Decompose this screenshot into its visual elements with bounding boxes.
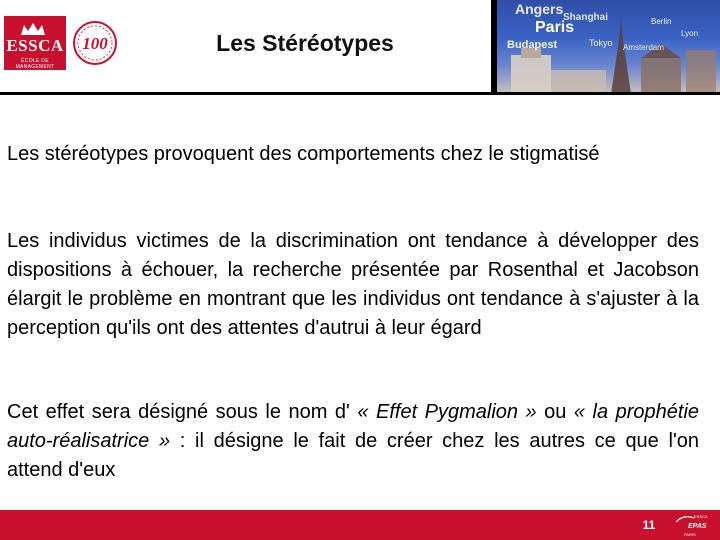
epas-logo bbox=[670, 512, 718, 538]
banner-word-amsterdam: Amsterdam bbox=[623, 43, 664, 52]
paragraph-2-text: Les individus victimes de la discrimination ont tendance à développer des dispositions à échouer, la recherche présentée par Rosenthal et Jacobson élargit le problème en montrant que les individus ont tendance à s'ajuster à la perception qu'ils ont des attentes d'autrui à leur égard bbox=[7, 230, 699, 339]
epas-bottom-text: PARIS bbox=[684, 532, 696, 537]
epas-top-text: ESSCA bbox=[694, 514, 708, 519]
banner-collage bbox=[491, 0, 720, 94]
essca-logo-tagline: ÉCOLE DE MANAGEMENT bbox=[15, 58, 55, 70]
paragraph-3-part2: ou bbox=[536, 401, 574, 423]
banner-word-lyon: Lyon bbox=[681, 29, 699, 38]
city-banner-image bbox=[491, 0, 720, 94]
paragraph-stigmatized bbox=[7, 140, 699, 169]
slide-header bbox=[0, 0, 720, 94]
banner-word-tokyo: Tokyo bbox=[589, 38, 613, 48]
pygmalion-effect-term: « Effet Pygmalion » bbox=[357, 401, 537, 423]
page-title: Les Stéréotypes bbox=[216, 30, 394, 56]
paragraph-3-part1: Cet effet sera désigné sous le nom d' bbox=[7, 401, 358, 423]
paragraph-1-text: Les stéréotypes provoquent des comportements chez le stigmatisé bbox=[7, 143, 600, 165]
banner-word-angers: Angers bbox=[515, 1, 564, 17]
header-divider bbox=[0, 92, 720, 95]
slide-footer bbox=[0, 510, 720, 540]
crest-icon bbox=[18, 21, 48, 37]
self-fulfilling-prophecy-term: « la prophétie auto-réalisatrice » bbox=[7, 401, 700, 452]
paragraph-pygmalion-effect bbox=[7, 398, 699, 485]
paragraph-3-part3: : il désigne le fait de créer chez les autres ce que l'on attend d'eux bbox=[7, 430, 700, 481]
paragraph-rosenthal-jacobson bbox=[7, 227, 699, 343]
anniversary-100-logo bbox=[72, 20, 118, 66]
banner-word-budapest: Budapest bbox=[507, 39, 558, 51]
anniversary-number: 100 bbox=[82, 34, 108, 53]
page-number: 11 bbox=[642, 518, 656, 532]
banner-word-shanghai: Shanghai bbox=[563, 12, 609, 23]
essca-logo bbox=[4, 16, 66, 70]
banner-word-berlin: Berlin bbox=[651, 17, 672, 26]
essca-logo-text: ESSCA bbox=[6, 36, 64, 55]
banner-word-paris: Paris bbox=[535, 19, 575, 36]
epas-brand-text: EPAS bbox=[688, 523, 707, 530]
